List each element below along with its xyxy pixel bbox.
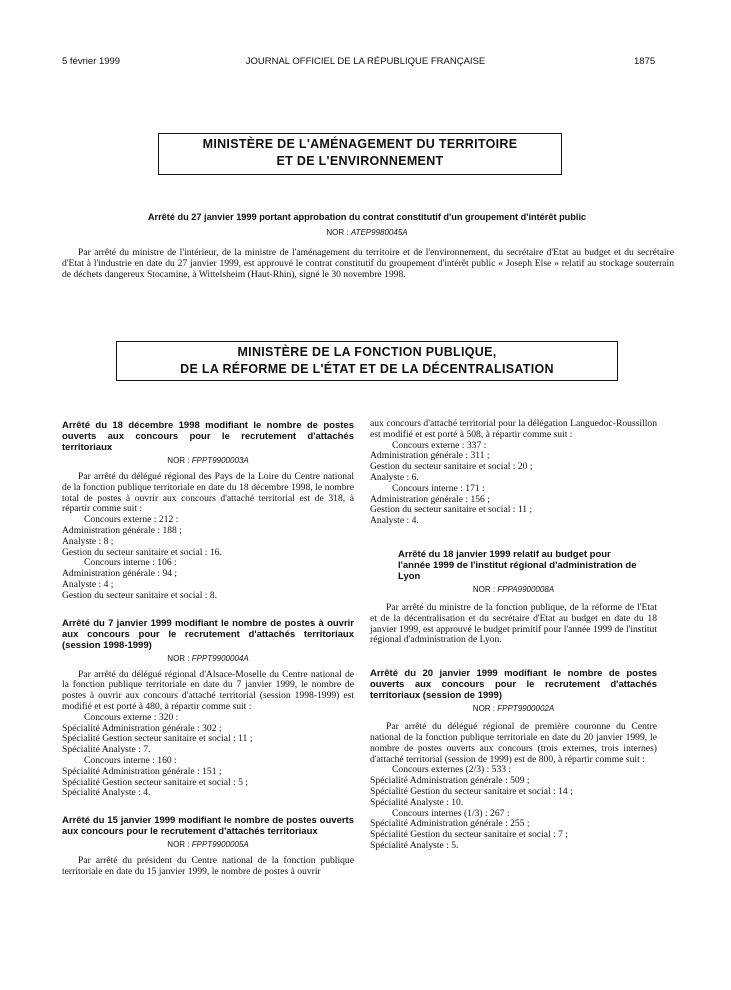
list-item: Gestion du secteur sanitaire et social : 20 ; <box>370 461 533 473</box>
ministry-heading-amenagement <box>158 133 562 175</box>
arrete-body: Par arrêté du délégué régional de première couronne du Centre national de la fonction publique territoriale en date du 20 janvier 1999, le nombre de postes ouverts aux concours (trois externes, trois internes) d'attaché territorial (session de 1999) est de 800, à répartir comme suit : <box>370 721 657 765</box>
list-item: Concours interne : 160 : <box>84 754 177 766</box>
nor-reference: NOR : FPPT9900005A <box>167 840 249 850</box>
list-item: Gestion du secteur sanitaire et social : 8. <box>62 589 218 601</box>
list-item: Spécialité Administration générale : 151 ; <box>62 765 222 777</box>
list-item: Spécialité Gestion du secteur sanitaire et social : 7 ; <box>370 829 568 841</box>
left-column <box>62 420 354 878</box>
list-item: Gestion du secteur sanitaire et social : 16. <box>62 546 222 558</box>
list-item: Spécialité Analyste : 5. <box>370 839 459 851</box>
list-item: Concours externes (2/3) : 533 : <box>392 764 512 776</box>
list-item: Spécialité Analyste : 7. <box>62 744 151 756</box>
arrete-title: Arrêté du 18 janvier 1999 relatif au budget pour l'année 1999 de l'institut régional d'administration de Lyon <box>398 548 637 582</box>
list-item: Spécialité Gestion du secteur sanitaire et social : 14 ; <box>370 785 573 797</box>
list-item: Concours interne : 106 : <box>84 557 177 569</box>
arrete-body: Par arrêté du président du Centre national de la fonction publique territoriale en date du 15 janvier 1999, le nombre de postes à ouvrir <box>62 855 354 877</box>
nor-reference: NOR : FPPA9900008A <box>472 584 555 594</box>
list-item: Concours externe : 337 : <box>392 439 487 451</box>
list-item: Spécialité Administration générale : 255 ; <box>370 818 530 830</box>
list-item: Spécialité Administration générale : 302 ; <box>62 722 222 734</box>
list-item: Administration générale : 94 ; <box>62 568 178 580</box>
ministry-heading-line: ET DE L'ENVIRONNEMENT <box>276 154 444 168</box>
arrete-title: Arrêté du 18 décembre 1998 modifiant le nombre de postes ouverts aux concours pour le recrutement d'attachés territoriaux <box>62 420 354 453</box>
arrete-title: Arrêté du 20 janvier 1999 modifiant le nombre de postes ouverts aux concours pour le recrutement d'attachés territoriaux (session de 1999) <box>370 668 657 702</box>
list-item: Spécialité Analyste : 4. <box>62 787 151 799</box>
arrete-body-continuation: aux concours d'attaché territorial pour la délégation Languedoc-Roussillon est modifié et est porté à 508, à répartir comme suit : <box>370 418 657 440</box>
nor-reference: NOR : FPPT9900002A <box>472 704 555 714</box>
page-number: 1875 <box>634 56 656 67</box>
right-column <box>370 419 657 852</box>
arrete-title: Arrêté du 15 janvier 1999 modifiant le nombre de postes ouverts aux concours pour le recrutement d'attachés territoriaux <box>62 815 354 838</box>
nor-reference: NOR : ATEP9980045A <box>326 228 408 237</box>
list-item: Concours externe : 212 : <box>84 514 179 526</box>
nor-reference: NOR : FPPT9900004A <box>167 653 249 663</box>
arrete-body: Par arrêté du délégué régional d'Alsace-Moselle du Centre national de la fonction publique territoriale en date du 7 janvier 1999, le nombre de postes à ouvrir aux concours d'attaché territorial (session 1998-1999) est modifié et est porté à 480, à répartir comme suit : <box>62 668 354 712</box>
ministry-heading-line: DE LA RÉFORME DE L'ÉTAT ET DE LA DÉCENTRALISATION <box>180 362 554 376</box>
journal-title: JOURNAL OFFICIEL DE LA RÉPUBLIQUE FRANÇAISE <box>245 56 486 67</box>
ministry-heading-line: MINISTÈRE DE L'AMÉNAGEMENT DU TERRITOIRE <box>202 137 518 151</box>
list-item: Administration générale : 188 ; <box>62 524 182 536</box>
list-item: Analyste : 4 ; <box>62 578 114 590</box>
list-item: Concours externe : 320 : <box>84 711 179 723</box>
list-item: Administration générale : 311 ; <box>370 450 490 462</box>
arrete-body: Par arrêté du ministre de l'intérieur, de la ministre de l'aménagement du territoire et de l'environnement, du secrétaire d'Etat au budget et du secrétaire d'Etat à l'industrie en date du 27 janvier 1999, est approuvé le contrat constitutif du groupement d'intérêt public « Joseph Else » relatif au stockage souterrain de déchets dangereux Stocamine, à Wittelsheim (Haut-Rhin), signé le 30 novembre 1998. <box>62 247 674 280</box>
list-item: Spécialité Gestion secteur sanitaire et social : 5 ; <box>62 776 248 788</box>
arrete-title: Arrêté du 27 janvier 1999 portant approbation du contrat constitutif d'un groupement d'intérêt public <box>147 212 587 222</box>
list-item: Spécialité Analyste : 10. <box>370 796 464 808</box>
list-item: Gestion du secteur sanitaire et social : 11 ; <box>370 504 533 516</box>
list-item: Spécialité Gestion secteur sanitaire et social : 11 ; <box>62 733 253 745</box>
arrete-title: Arrêté du 7 janvier 1999 modifiant le nombre de postes à ouvrir aux concours pour le recrutement d'attachés territoriaux (session 1998-1999) <box>62 617 354 651</box>
nor-reference: NOR : FPPT9900003A <box>167 456 249 465</box>
list-item: Administration générale : 156 ; <box>370 493 490 505</box>
arrete-body: Par arrêté du ministre de la fonction publique, de la réforme de l'Etat et de la décentralisation et du secrétaire d'Etat au budget en date du 18 janvier 1999, est approuvé le budget primitif pour l'année 1999 de l'institut régional d'administration de Lyon. <box>370 601 657 646</box>
ministry-heading-line: MINISTÈRE DE LA FONCTION PUBLIQUE, <box>237 345 497 359</box>
list-item: Concours internes (1/3) : 267 : <box>392 807 510 819</box>
list-item: Concours interne : 171 : <box>392 482 485 494</box>
page-date: 5 février 1999 <box>62 56 121 67</box>
ministry-heading-fonction-publique <box>116 341 618 381</box>
list-item: Analyste : 6. <box>370 471 419 483</box>
list-item: Spécialité Administration générale : 509 ; <box>370 775 530 787</box>
list-item: Analyste : 8 ; <box>62 535 114 547</box>
list-item: Analyste : 4. <box>370 515 419 527</box>
arrete-body: Par arrêté du délégué régional des Pays de la Loire du Centre national de la fonction publique territoriale en date du 18 décembre 1998, le nombre total de postes à ouvrir aux concours d'attaché territorial est de 318, à répartir comme suit : <box>62 471 354 515</box>
